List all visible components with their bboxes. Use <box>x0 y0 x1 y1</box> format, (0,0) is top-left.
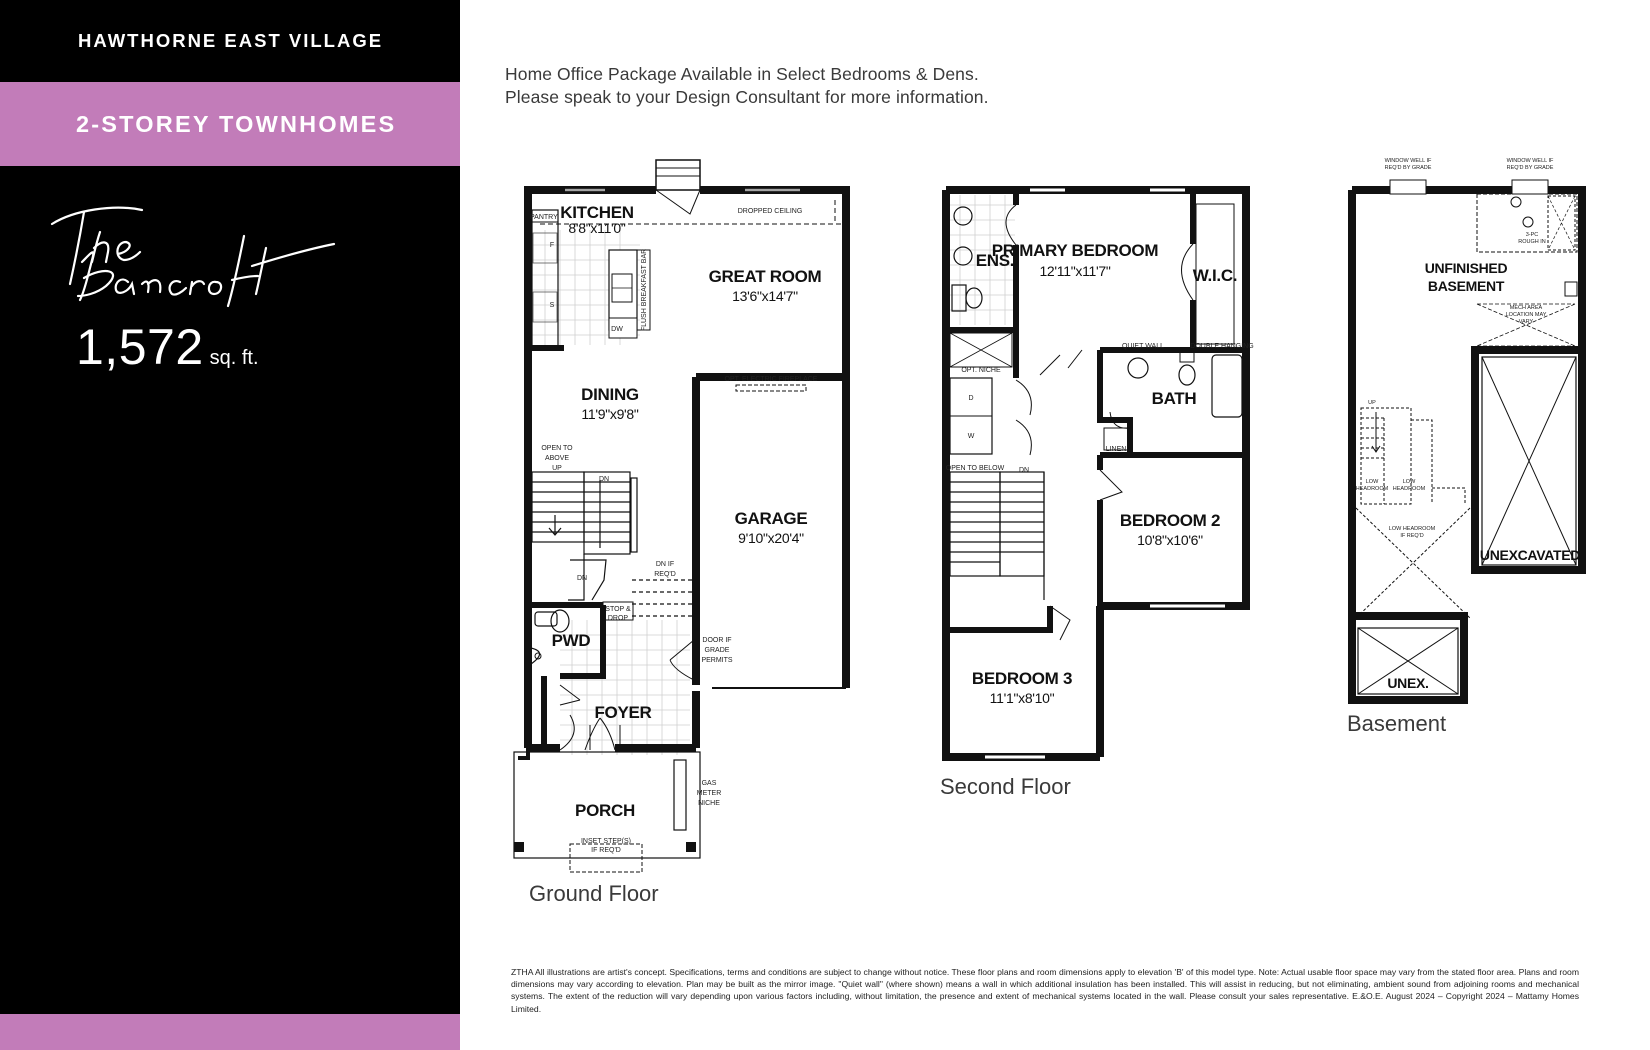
double-hanging-label: DOUBLE HANGING <box>1190 343 1254 350</box>
up-label: UP <box>552 465 562 472</box>
unex-label: UNEX. <box>1387 675 1429 691</box>
door-if-label-3: PERMITS <box>701 657 733 664</box>
rough-in-label-2: ROUGH IN <box>1518 239 1546 245</box>
pwd-label: PWD <box>551 631 591 650</box>
dn-if-label: DN IF <box>655 561 675 568</box>
low-headroom-label-c: LOW HEADROOM <box>1388 526 1436 532</box>
stop-drop-label-2: DROP <box>607 615 629 622</box>
primary-bedroom-label: PRIMARY BEDROOM <box>991 241 1159 260</box>
open-to-above-label-2: ABOVE <box>544 455 570 462</box>
collection-banner <box>0 82 460 166</box>
mech-area-label: MECH AREA <box>1509 305 1543 311</box>
dishwasher-label: DW <box>611 326 623 333</box>
basement-plan <box>1348 158 1582 700</box>
gas-meter-label-2: METER <box>696 790 722 797</box>
garage-label: GARAGE <box>734 509 808 528</box>
inset-step-label: INSET STEP(S) <box>580 838 632 845</box>
breakfast-bar-label: FLUSH BREAKFAST BAR <box>641 248 648 332</box>
dining-dim: 11'9"x9'8" <box>581 406 639 422</box>
opt-niche-label: OPT. NICHE <box>961 367 1001 374</box>
low-headroom-label: LOW <box>1365 479 1379 485</box>
bath-label: BATH <box>1151 389 1197 408</box>
footer-banner <box>0 1014 460 1050</box>
garage-dim: 9'10"x20'4" <box>738 530 804 546</box>
window-well-label-2: REQ'D BY GRADE <box>1384 165 1432 171</box>
window-well-label-b: WINDOW WELL IF <box>1506 158 1554 164</box>
area-unit: sq. ft. <box>209 347 259 369</box>
basement-label: Basement <box>1347 711 1447 736</box>
open-to-below-label: OPEN TO BELOW <box>945 465 1005 472</box>
great-room-dim: 13'6"x14'7" <box>732 288 798 304</box>
low-headroom-label-2: HEADROOM <box>1355 486 1389 492</box>
wic-label: W.I.C. <box>1192 266 1238 285</box>
great-room-label: GREAT ROOM <box>708 267 822 286</box>
fireplace-label: OPT. ELECTRIC FIREPLACE <box>724 376 818 383</box>
second-floor-plan <box>946 188 1254 759</box>
stove-label: S <box>549 302 555 309</box>
dn-label: DN <box>1018 467 1030 474</box>
window-well-label: WINDOW WELL IF <box>1384 158 1432 164</box>
stop-drop-label: STOP & <box>605 606 631 613</box>
foyer-label: FOYER <box>594 703 652 722</box>
inset-step-label-2: IF REQ'D <box>591 847 621 854</box>
fridge-label: F <box>549 242 555 249</box>
dining-label: DINING <box>581 385 639 404</box>
dn-label: DN <box>598 476 610 483</box>
second-floor-label: Second Floor <box>940 774 1071 799</box>
mech-area-label-2: LOCATION MAY <box>1505 312 1547 318</box>
ground-floor-label: Ground Floor <box>529 881 659 906</box>
dn-if-label-2: REQ'D <box>654 571 676 578</box>
gas-meter-label-3: NICHE <box>698 800 720 807</box>
mech-area-label-3: VARY <box>1518 319 1534 325</box>
low-headroom-label-b2: HEADROOM <box>1392 486 1426 492</box>
door-if-label-2: GRADE <box>704 647 730 654</box>
ground-floor-plan <box>514 160 846 872</box>
community-name: HAWTHORNE EAST VILLAGE <box>78 30 384 51</box>
square-footage <box>76 318 259 376</box>
basement-up-label: UP <box>1368 400 1376 406</box>
area-value: 1,572 <box>76 319 204 375</box>
low-headroom-label-b: LOW <box>1402 479 1416 485</box>
unexcavated-label: UNEXCAVATED <box>1479 547 1581 563</box>
dn-label-2: DN <box>576 575 588 582</box>
ensuite-label: ENS. <box>975 251 1015 270</box>
note-line-2: Please speak to your Design Consultant for more information. <box>505 87 989 107</box>
gas-meter-label: GAS <box>701 780 717 787</box>
window-well-label-b2: REQ'D BY GRADE <box>1506 165 1554 171</box>
kitchen-dim: 8'8"x11'0" <box>568 220 626 236</box>
primary-bedroom-dim: 12'11"x11'7" <box>1039 263 1111 279</box>
open-to-above-label: OPEN TO <box>541 445 573 452</box>
pantry-label: PANTRY <box>530 214 558 221</box>
unfinished-basement-label-2: BASEMENT <box>1427 278 1505 294</box>
rough-in-label: 3-PC <box>1525 232 1539 238</box>
bedroom-3-label: BEDROOM 3 <box>971 669 1073 688</box>
linen-label: LINEN <box>1105 446 1127 453</box>
bedroom-2-dim: 10'8"x10'6" <box>1137 532 1203 548</box>
collection-name: 2-STOREY TOWNHOMES <box>76 111 397 137</box>
bedroom-3-dim: 11'1"x8'10" <box>989 690 1055 706</box>
dropped-ceiling-label: DROPPED CEILING <box>737 208 803 215</box>
dryer-label: D <box>968 395 974 402</box>
bedroom-2-label: BEDROOM 2 <box>1119 511 1221 530</box>
low-headroom-label-c2: IF REQ'D <box>1400 533 1424 539</box>
porch-label: PORCH <box>575 801 635 820</box>
legal-disclaimer: ZTHA All illustrations are artist's concept. Specifications, terms and conditions are subject to change without notice. These floor plans and room dimensions apply to elevation 'B' of this model type. Note: Actual usable floor space may vary from the stated floor area. Plans and room dimensions may vary according to elevation. Plan may be built as the mirror image. "Quiet wall" (where shown) means a wall in which additional insulation has been installed. This will assist in reducing, but not eliminating, ambient sound from adjoining rooms and mechanical systems. The extent of the reduction will vary depending upon various factors including, without limitation, the presence and extent of mechanical systems located in the wall. Please consult your sales representative. E.&O.E. August 2024 – Copyright 2024 – Mattamy Homes Limited. <box>511 967 1579 1014</box>
door-if-label: DOOR IF <box>702 637 732 644</box>
kitchen-label: KITCHEN <box>560 203 634 222</box>
note-line-1: Home Office Package Available in Select Bedrooms & Dens. <box>505 64 979 84</box>
quiet-wall-label: QUIET WALL <box>1121 343 1165 350</box>
unfinished-basement-label: UNFINISHED <box>1424 260 1508 276</box>
washer-label: W <box>967 433 975 440</box>
model-name-script <box>44 196 354 316</box>
